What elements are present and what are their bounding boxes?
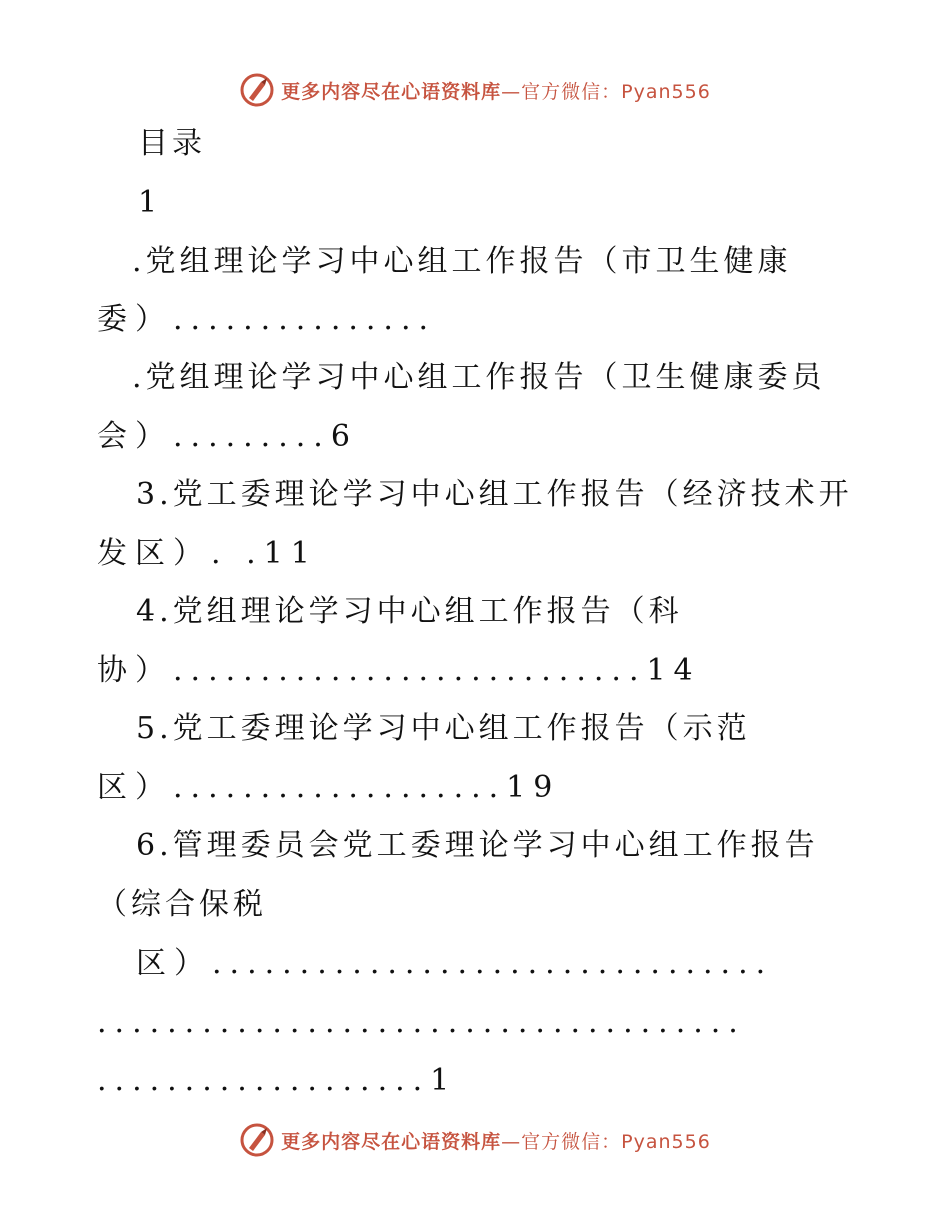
toc-item-6-line3: 区）................................ [136, 946, 774, 981]
banner-text: 更多内容尽在心语资料库—官方微信：Pyan556 [281, 1130, 711, 1153]
toc-item-1-line1: .党组理论学习中心组工作报告（市卫生健康 [132, 244, 792, 279]
toc-item-3-line1: 3.党工委理论学习中心组工作报告（经济技术开 [136, 477, 853, 512]
toc-title: 目录 [138, 126, 206, 161]
toc-item-6-line1: 6.管理委员会党工委理论学习中心组工作报告 [136, 828, 819, 863]
banner-text: 更多内容尽在心语资料库—官方微信：Pyan556 [281, 80, 711, 103]
toc-item-2-line1: .党组理论学习中心组工作报告（卫生健康委员 [132, 360, 826, 395]
toc-item-6-line5: ...................1 [97, 1063, 458, 1098]
toc-item-6-line4: ..................................... [97, 1005, 746, 1040]
toc-item-1-line2: 委）............... [97, 302, 437, 337]
toc-item-5-line2: 区）...................19 [97, 770, 561, 805]
toc-item-3-line2: 发区）. .11 [97, 536, 318, 571]
toc-item-4-line1: 4.党组理论学习中心组工作报告（科 [136, 594, 683, 629]
toc-item-2-line2: 会）.........6 [97, 419, 358, 454]
toc-item-5-line1: 5.党工委理论学习中心组工作报告（示范 [136, 711, 751, 746]
toc-item-4-line2: 协）...........................14 [97, 653, 701, 688]
pen-logo-icon [239, 72, 275, 108]
footer-watermark-banner [0, 1120, 950, 1160]
toc-first-number: 1 [138, 185, 162, 220]
toc-item-6-line2: （综合保税 [97, 887, 267, 922]
pen-logo-icon [239, 1122, 275, 1158]
header-watermark-banner [0, 70, 950, 110]
